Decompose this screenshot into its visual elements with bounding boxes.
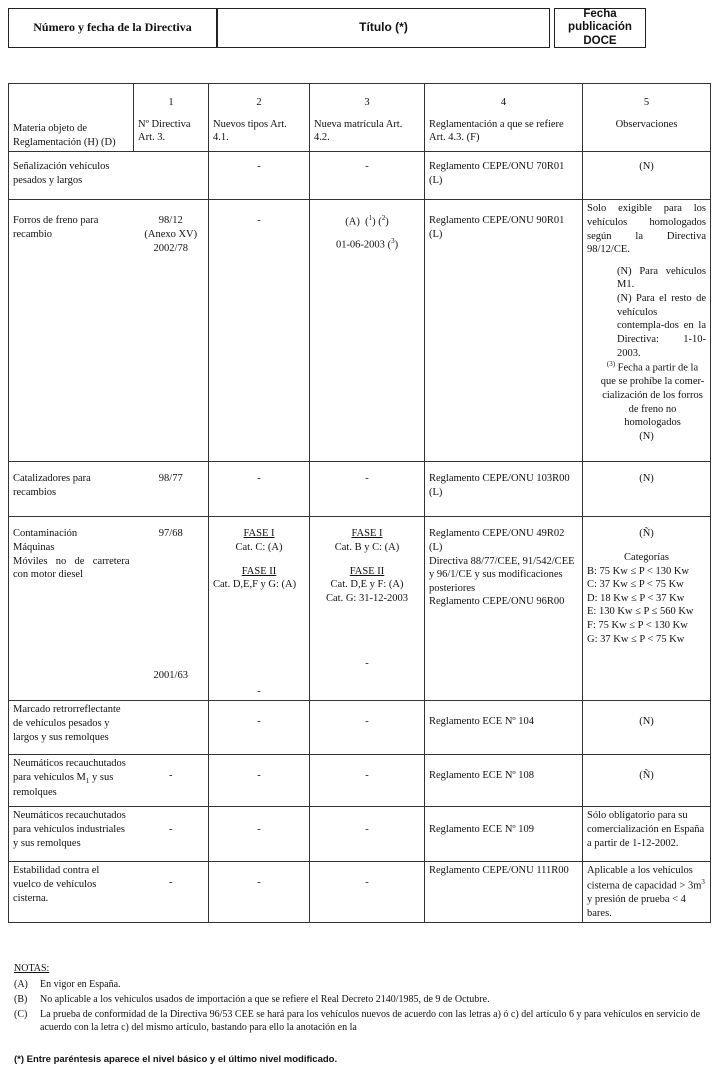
row-nueva-matricula: - [310,755,425,807]
row-materia: Neumáticos recauchutados para vehículos $M_1$ y sus remolques [9,755,134,807]
col1-label: Nº Directiva Art. 3. [138,118,191,144]
categoria-line: E: 130 Kw ≤ P ≤ 560 Kw [587,606,694,618]
row-nuevos-tipos: - [209,200,310,462]
note-key: (C) [14,1009,28,1020]
categoria-line: C: 37 Kw ≤ P < 75 Kw [587,579,684,591]
table-row [9,462,711,517]
row-observaciones: (Ñ) [583,755,711,807]
row-observaciones: Sólo obligatorio para su comercialización en España a partir de 1-12-2002. [583,807,711,862]
categoria-line: D: 18 Kw ≤ P < 37 Kw [587,592,685,604]
row-observaciones: (N) [583,701,711,755]
code-a: (A) [345,216,360,228]
directiva-bottom: 2001/63 [153,669,188,681]
materia-label: Materia objeto de Reglamentación (H) (D) [13,123,116,148]
categorias-title: Categorías [624,551,669,563]
row-reglamentacion: Reglamento CEPE/ONU 70R01 (L) [425,152,583,200]
col-number-5: 5 [643,97,650,108]
footnote: (*) Entre paréntesis aparece el nivel básico y el último nivel modificado. [14,1054,338,1065]
row-reglamentacion: Reglamento ECE Nº 108 [425,755,583,807]
row-observaciones: (N) [583,462,711,517]
col3-header [310,84,425,152]
reglamento-line: Directiva 88/77/CEE, 91/542/CEE y 96/1/CE y sus modificaciones posteriores [429,555,575,594]
fase-text: Cat. D,E,F y G: (A) [213,579,297,591]
header-fecha-doce [554,8,646,48]
row-nueva-matricula: - [310,807,425,862]
dash: - [257,685,261,697]
row-directiva [134,701,209,755]
header-fecha-line2: publicación [568,21,632,34]
note-key: (A) [14,979,28,990]
table-row [9,755,711,807]
col-number-2: 2 [256,97,262,108]
fase-label: FASE I [243,528,275,540]
row-nuevos-tipos: - [209,152,310,200]
fase-text: Cat. C: (A) [235,541,283,553]
obs-note: (N) Para el resto de vehículos contempla-dos en la Directiva: 1-10-2003. [617,293,706,359]
row-directiva: - [134,755,209,807]
page-header [8,8,710,50]
header-fecha-line1: Fecha [583,8,617,21]
fase-text: Cat. G: 31-12-2003 [326,592,408,604]
row-directiva: - [134,807,209,862]
categoria-line: G: 37 Kw ≤ P < 75 Kw [587,633,685,645]
row-observaciones: Solo exigible para los vehículos homologados según la Directiva 98/12/CE. (N) Para vehículos M1. (N) Para el resto de vehículos contempla-dos en la Directiva: 1-10-2003. $^{(3)}$ Fecha a partir de la que se prohíbe la comer-cialización de los forros de freno no homologados (N) [583,200,711,462]
col5-label: Observaciones [615,118,678,130]
note-text: En vigor en España. [40,979,121,990]
row-nueva-matricula: (A) ($^1$) ($^2$) 01-06-2003 ($^3$) [310,200,425,462]
row-reglamentacion: Reglamento ECE Nº 104 [425,701,583,755]
col4-label: Reglamentación a que se refiere Art. 4.3. (F) [429,118,564,144]
row-materia: Forros de freno para recambio [9,200,134,462]
materia-line: Contaminación [13,528,78,540]
row-observaciones: (N) [583,152,711,200]
row-directiva [134,200,209,462]
note-item [14,978,704,991]
row-directiva: - [134,862,209,923]
fase-label: FASE II [241,565,277,577]
row-reglamentacion: Reglamento CEPE/ONU 103R00 (L) [425,462,583,517]
dash: - [365,657,369,669]
categoria-line: F: 75 Kw ≤ P < 130 Kw [587,620,688,632]
obs-note: Fecha a partir de la que se prohíbe la comer-cialización de los forros de freno no homologados [600,362,705,429]
directiva-line: 98/12 [158,215,183,227]
row-nueva-matricula: - [310,152,425,200]
row-materia: Catalizadores para recambios [9,462,134,517]
col-number-1: 1 [168,97,174,108]
row-directiva: 98/77 [134,462,209,517]
col4-header [425,84,583,152]
note-text: No aplicable a los vehículos usados de importación a que se refiere el Real Decreto 2140/1985, de 9 de Octubre. [40,994,490,1005]
row-materia: Marcado retrorreflectante de vehículos pesados y largos y sus remolques [9,701,134,755]
row-nuevos-tipos: - [209,862,310,923]
column-header-row [9,84,711,152]
reglamento-line: Reglamento CEPE/ONU 49R02 (L) [429,528,565,553]
materia-line: Móviles no de carretera con motor diesel [13,555,130,581]
row-nuevos-tipos: - [209,701,310,755]
row-nuevos-tipos: - [209,462,310,517]
row-directiva [134,517,209,701]
row-materia: Estabilidad contra el vuelco de vehículos cisterna. [9,862,134,923]
header-fecha-line3: DOCE [583,34,617,47]
regulation-table [8,83,711,923]
row-nuevos-tipos [209,517,310,701]
col-number-3: 3 [364,97,370,108]
directiva-line: 2002/78 [153,242,188,254]
col2-label: Nuevos tipos Art. 4.1. [213,118,287,144]
table-row [9,200,711,462]
row-observaciones: Aplicable a los vehículos cisterna de capacidad > $3m^3$ y presión de prueba < 4 bares. [583,862,711,923]
materia-header [9,84,134,152]
col2-header [209,84,310,152]
note-item [14,1008,704,1034]
notes-section [14,962,704,1036]
row-reglamentacion: Reglamento ECE Nº 109 [425,807,583,862]
obs-note: (N) Para vehículos M1. [617,265,706,291]
fecha-matricula: 01-06-2003 [335,239,385,251]
row-observaciones [583,517,711,701]
table-row [9,517,711,701]
row-materia [9,517,134,701]
obs-code: (Ñ) [639,528,654,540]
note-text: La prueba de conformidad de la Directiva 96/53 CEE se hará para los vehículos nuevos de acuerdo con las letras a) ó c) del artículo 6 y para vehículos en servicio de acuerdo con la letra c) del mismo artículo, bastando para ello la anotación en la [40,1009,701,1033]
row-materia: Neumáticos recauchutados para vehículos industriales y sus remolques [9,807,134,862]
col3-label: Nueva matrícula Art. 4.2. [314,118,403,144]
col1-header [134,84,209,152]
note-item [14,993,704,1006]
directiva-top: 97/68 [158,528,183,540]
row-nueva-matricula: - [310,462,425,517]
materia-line: Máquinas [13,541,55,553]
fase-label: FASE I [351,528,383,540]
fase-label: FASE II [349,565,385,577]
categoria-line: B: 75 Kw ≤ P < 130 Kw [587,565,690,577]
row-nuevos-tipos: - [209,755,310,807]
col-number-4: 4 [500,97,507,108]
header-directiva: Número y fecha de la Directiva [8,8,217,48]
table-row [9,807,711,862]
table-row [9,152,711,200]
table-row [9,862,711,923]
obs-intro: Solo exigible para los vehículos homologados según la Directiva 98/12/CE. [587,203,706,256]
fase-text: Cat. D,E y F: (A) [330,579,404,591]
row-nuevos-tipos: - [209,807,310,862]
table-row [9,701,711,755]
row-nueva-matricula: - [310,862,425,923]
header-titulo: Título (*) [217,8,550,48]
reglamento-line: Reglamento CEPE/ONU 96R00 [429,596,565,608]
notes-title: NOTAS: [14,963,50,974]
row-nueva-matricula: - [310,701,425,755]
obs-note: (N) [639,431,654,443]
row-nueva-matricula [310,517,425,701]
row-reglamentacion: Reglamento CEPE/ONU 111R00 [425,862,583,923]
row-reglamentacion: Reglamento CEPE/ONU 90R01 (L) [425,200,583,462]
fase-text: Cat. B y C: (A) [334,541,400,553]
col5-header [583,84,711,152]
row-directiva [134,152,209,200]
directiva-line: (Anexo XV) [144,228,198,240]
row-reglamentacion [425,517,583,701]
row-materia: Señalización vehículos pesados y largos [9,152,134,200]
note-key: (B) [14,994,28,1005]
